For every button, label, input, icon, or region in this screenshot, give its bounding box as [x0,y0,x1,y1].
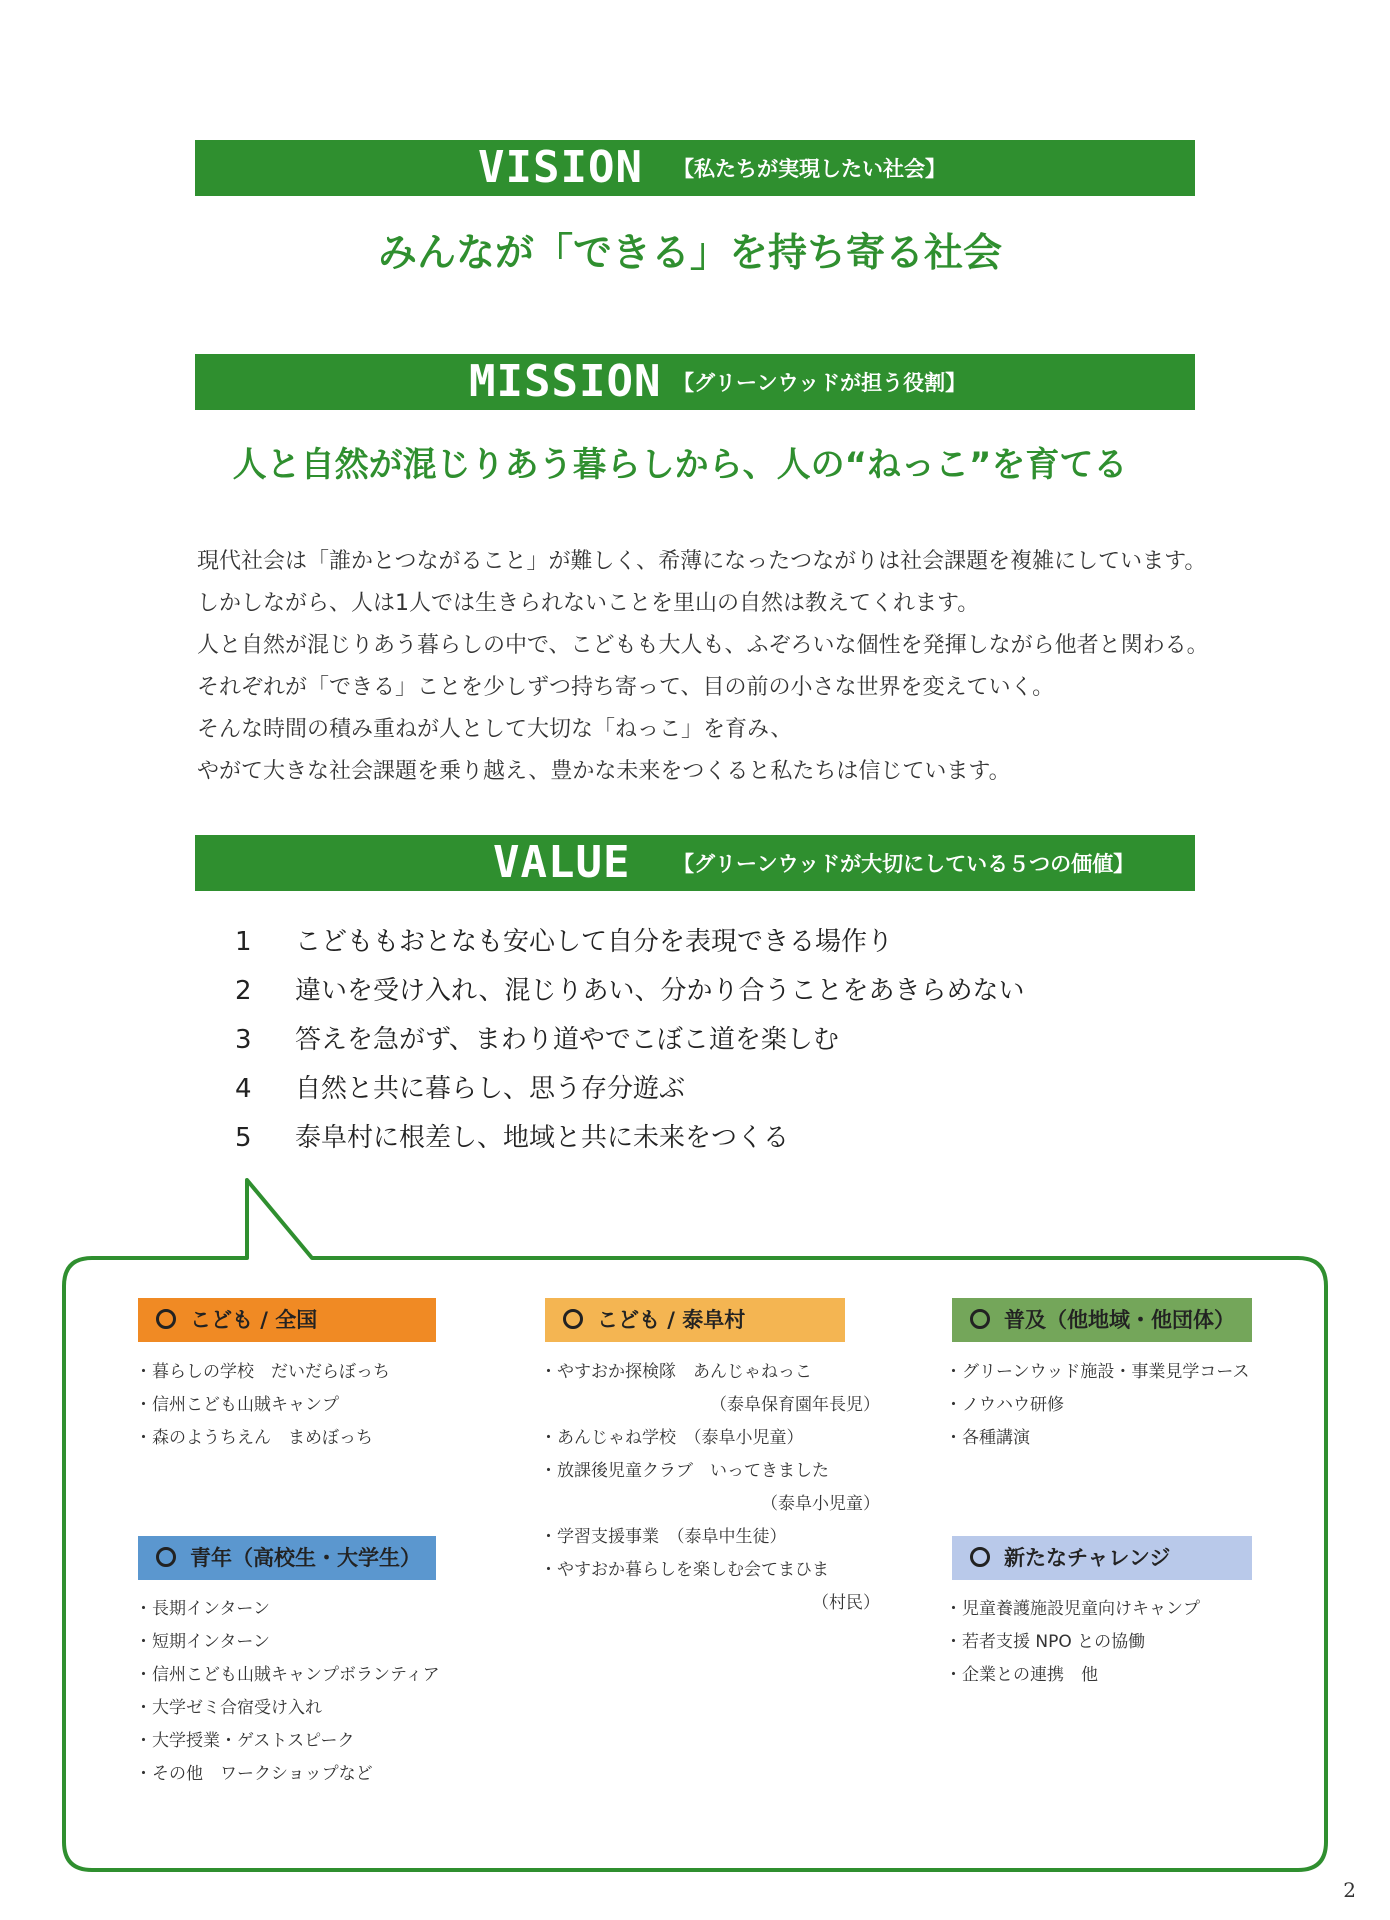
list-item: ・若者支援 NPO との協働 [945,1632,1146,1652]
list-item: ・放課後児童クラブ いってきました [540,1461,829,1481]
tag-label: こども / 泰阜村 [597,1308,746,1332]
list-item: ・信州こども山賊キャンプボランティア [135,1665,440,1685]
value-text: 泰阜村に根差し、地域と共に未来をつくる [295,1123,790,1153]
value-text: 違いを受け入れ、混じりあい、分かり合うことをあきらめない [295,976,1025,1006]
page-number: 2 [1343,1878,1356,1902]
mission-body-line: 現代社会は「誰かとつながること」が難しく、希薄になったつながりは社会課題を複雑にしています。 [197,549,1207,574]
list-item: ・その他 ワークショップなど [135,1764,373,1784]
value-subtitle: 【グリーンウッドが大切にしている５つの価値】 [673,852,1135,876]
tag-kodomo-zenkoku [138,1298,436,1342]
value-number: 4 [235,1074,252,1104]
list-item: ・大学授業・ゲストスピーク [135,1731,355,1751]
value-number: 1 [235,927,252,957]
tag-challenge [952,1536,1252,1580]
tag-kodomo-yasuoka [545,1298,845,1342]
value-text: 答えを急がず、まわり道やでこぼこ道を楽しむ [295,1025,839,1055]
list-item: ・やすおか暮らしを楽しむ会てまひま [540,1560,829,1580]
tag-label: 新たなチャレンジ [1004,1546,1171,1570]
list-kodomo-zenkoku [135,1356,390,1455]
mission-statement: 人と自然が混じりあう暮らしから、人の“ねっこ”を育てる [232,445,1128,485]
circle-icon [563,1309,583,1329]
list-item: ・児童養護施設児童向けキャンプ [945,1599,1200,1619]
list-seinen [135,1593,440,1791]
list-item: ・短期インターン [135,1632,270,1652]
mission-body-line: やがて大きな社会課題を乗り越え、豊かな未来をつくると私たちは信じています。 [197,759,1011,784]
list-item: ・大学ゼミ合宿受け入れ [135,1698,322,1718]
value-number: 2 [235,976,252,1006]
list-item: ・学習支援事業 （泰阜中生徒） [540,1527,787,1547]
tag-seinen [138,1536,436,1580]
value-number: 5 [235,1123,252,1153]
list-item-note: （泰阜保育園年長児） [710,1395,880,1415]
circle-icon [156,1309,176,1329]
mission-subtitle: 【グリーンウッドが担う役割】 [673,371,967,395]
list-item-note: （村民） [812,1593,880,1613]
list-item: ・信州こども山賊キャンプ [135,1395,339,1415]
vision-subtitle: 【私たちが実現したい社会】 [673,157,946,181]
vision-statement: みんなが「できる」を持ち寄る社会 [377,231,1002,276]
list-item: ・企業との連携 他 [945,1665,1098,1685]
list-item: ・ノウハウ研修 [945,1395,1064,1415]
value-text: 自然と共に暮らし、思う存分遊ぶ [295,1074,686,1104]
list-item: ・各種講演 [945,1428,1030,1448]
circle-icon [970,1547,990,1567]
list-challenge [945,1593,1200,1692]
value-title: VALUE [493,837,631,888]
mission-body-line: それぞれが「できる」ことを少しずつ持ち寄って、目の前の小さな世界を変えていく。 [197,675,1055,700]
tag-label: 普及（他地域・他団体） [1004,1308,1235,1332]
tag-label: 青年（高校生・大学生） [190,1546,421,1570]
vision-title: VISION [478,142,643,193]
list-item: ・森のようちえん まめぼっち [135,1428,373,1448]
mission-title: MISSION [469,356,662,407]
mission-body-line: しかしながら、人は1人では生きられないことを里山の自然は教えてくれます。 [197,591,980,616]
list-item: ・あんじゃね学校 （泰阜小児童） [540,1428,804,1448]
circle-icon [970,1309,990,1329]
value-number: 3 [235,1025,252,1055]
list-item: ・やすおか探検隊 あんじゃねっこ [540,1362,812,1382]
value-text: こどももおとなも安心して自分を表現できる場作り [295,927,894,957]
tag-label: こども / 全国 [190,1308,318,1332]
list-fukyu [945,1356,1249,1455]
list-item: ・暮らしの学校 だいだらぼっち [135,1362,390,1382]
list-item: ・長期インターン [135,1599,270,1619]
list-item: ・グリーンウッド施設・事業見学コース [945,1362,1250,1382]
list-item-note: （泰阜小児童） [761,1494,880,1514]
mission-body-line: そんな時間の積み重ねが人として大切な「ねっこ」を育み、 [197,717,793,742]
tag-fukyu [952,1298,1252,1342]
mission-body-line: 人と自然が混じりあう暮らしの中で、こどもも大人も、ふぞろいな個性を発揮しながら他者と関わる。 [197,633,1209,658]
list-kodomo-yasuoka [540,1356,880,1620]
circle-icon [156,1547,176,1567]
